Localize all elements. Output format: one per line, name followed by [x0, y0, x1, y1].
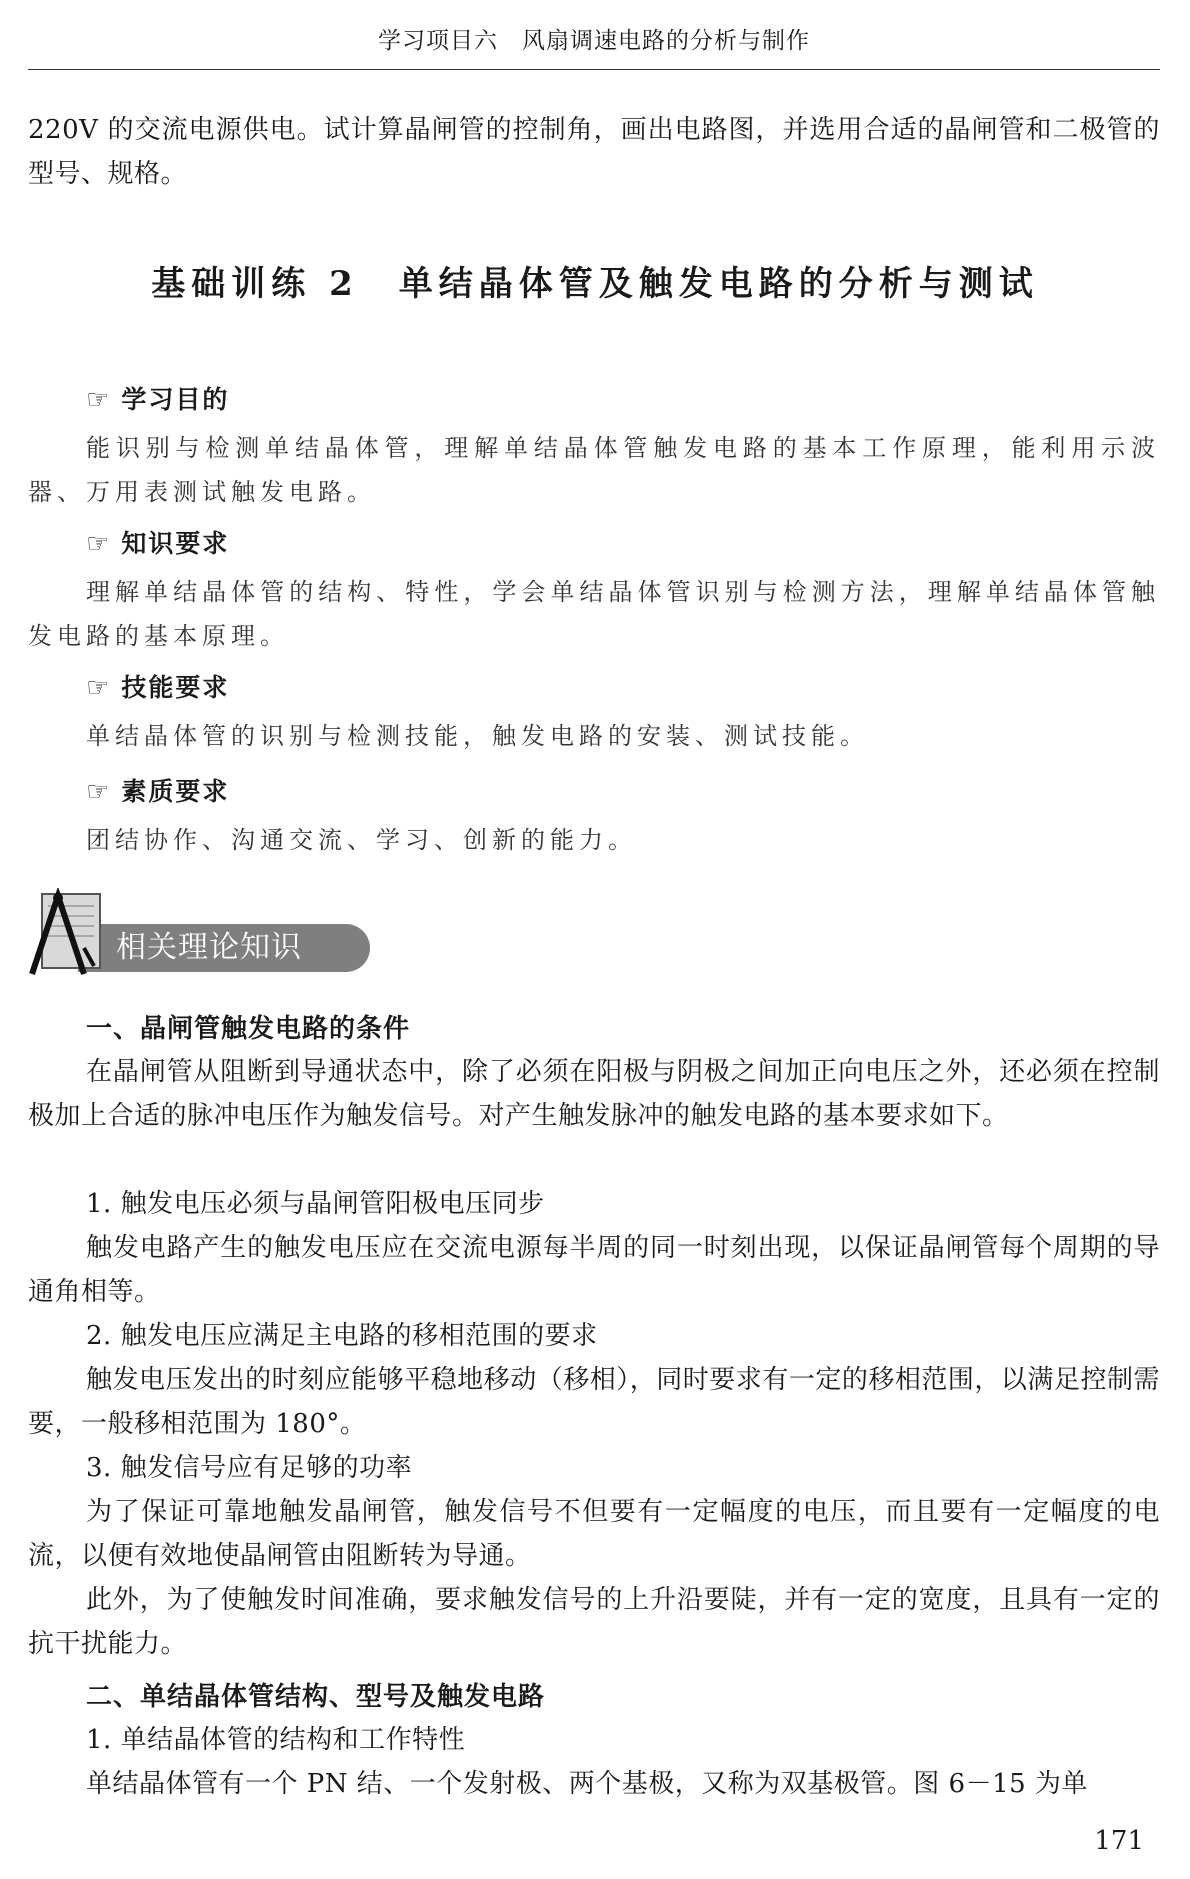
theory-knowledge-banner	[28, 888, 368, 966]
item1-text: 触发电路产生的触发电压应在交流电源每半周的同一时刻出现，以保证晶闸管每个周期的导通角相等。	[28, 1233, 1160, 1307]
extra-paragraph: 此外，为了使触发时间准确，要求触发信号的上升沿要陡，并有一定的宽度，且具有一定的抗干扰能力。	[28, 1585, 1160, 1659]
objective-heading-label: 技能要求	[121, 673, 230, 702]
running-header: 学习项目六 风扇调速电路的分析与制作	[28, 22, 1160, 70]
objective-heading-skills	[86, 668, 229, 704]
objective-text-knowledge: 理解单结晶体管的结构、特性，学会单结晶体管识别与检测方法，理解单结晶体管触发电路的基本原理。	[28, 578, 1160, 650]
part2-item1-text: 单结晶体管有一个 PN 结、一个发射极、两个基极，又称为双基极管。图 6－15 为单	[86, 1769, 1088, 1799]
intro-paragraph: 220V 的交流电源供电。试计算晶闸管的控制角，画出电路图，并选用合适的晶闸管和二极管的型号、规格。	[28, 115, 1160, 189]
objective-heading-quality	[86, 772, 229, 808]
part1-heading: 一、晶闸管触发电路的条件	[86, 1014, 411, 1044]
pointing-hand-icon: ☞	[86, 673, 112, 703]
theory-knowledge-icon	[28, 888, 114, 978]
item1-title: 1. 触发电压必须与晶闸管阳极电压同步	[86, 1189, 545, 1219]
part1-paragraph: 在晶闸管从阻断到导通状态中，除了必须在阳极与阴极之间加正向电压之外，还必须在控制极加上合适的脉冲电压作为触发信号。对产生触发脉冲的触发电路的基本要求如下。	[28, 1057, 1160, 1131]
part2-item1-title: 1. 单结晶体管的结构和工作特性	[86, 1725, 466, 1755]
pointing-hand-icon: ☞	[86, 385, 112, 415]
item3-title: 3. 触发信号应有足够的功率	[86, 1453, 413, 1483]
objective-text-quality: 团结协作、沟通交流、学习、创新的能力。	[86, 826, 637, 854]
page-number: 171	[1094, 1826, 1144, 1856]
item2-title: 2. 触发电压应满足主电路的移相范围的要求	[86, 1321, 598, 1351]
item2-text: 触发电压发出的时刻应能够平稳地移动（移相），同时要求有一定的移相范围，以满足控制需要，一般移相范围为 180°。	[28, 1365, 1160, 1439]
section-title: 基础训练 2 单结晶体管及触发电路的分析与测试	[151, 264, 1039, 304]
pointing-hand-icon: ☞	[86, 529, 112, 559]
objective-heading-purpose	[86, 380, 229, 416]
objective-text-purpose: 能识别与检测单结晶体管，理解单结晶体管触发电路的基本工作原理，能利用示波器、万用表测试触发电路。	[28, 434, 1160, 506]
objective-text-skills: 单结晶体管的识别与检测技能，触发电路的安装、测试技能。	[86, 722, 869, 750]
objective-heading-label: 知识要求	[121, 529, 230, 558]
objective-heading-label: 素质要求	[121, 777, 230, 806]
objective-heading-knowledge	[86, 524, 229, 560]
part2-heading: 二、单结晶体管结构、型号及触发电路	[86, 1682, 546, 1712]
pointing-hand-icon: ☞	[86, 777, 112, 807]
objective-heading-label: 学习目的	[121, 385, 230, 414]
item3-text: 为了保证可靠地触发晶闸管，触发信号不但要有一定幅度的电压，而且要有一定幅度的电流，以便有效地使晶闸管由阻断转为导通。	[28, 1497, 1160, 1571]
banner-label: 相关理论知识	[116, 930, 302, 965]
